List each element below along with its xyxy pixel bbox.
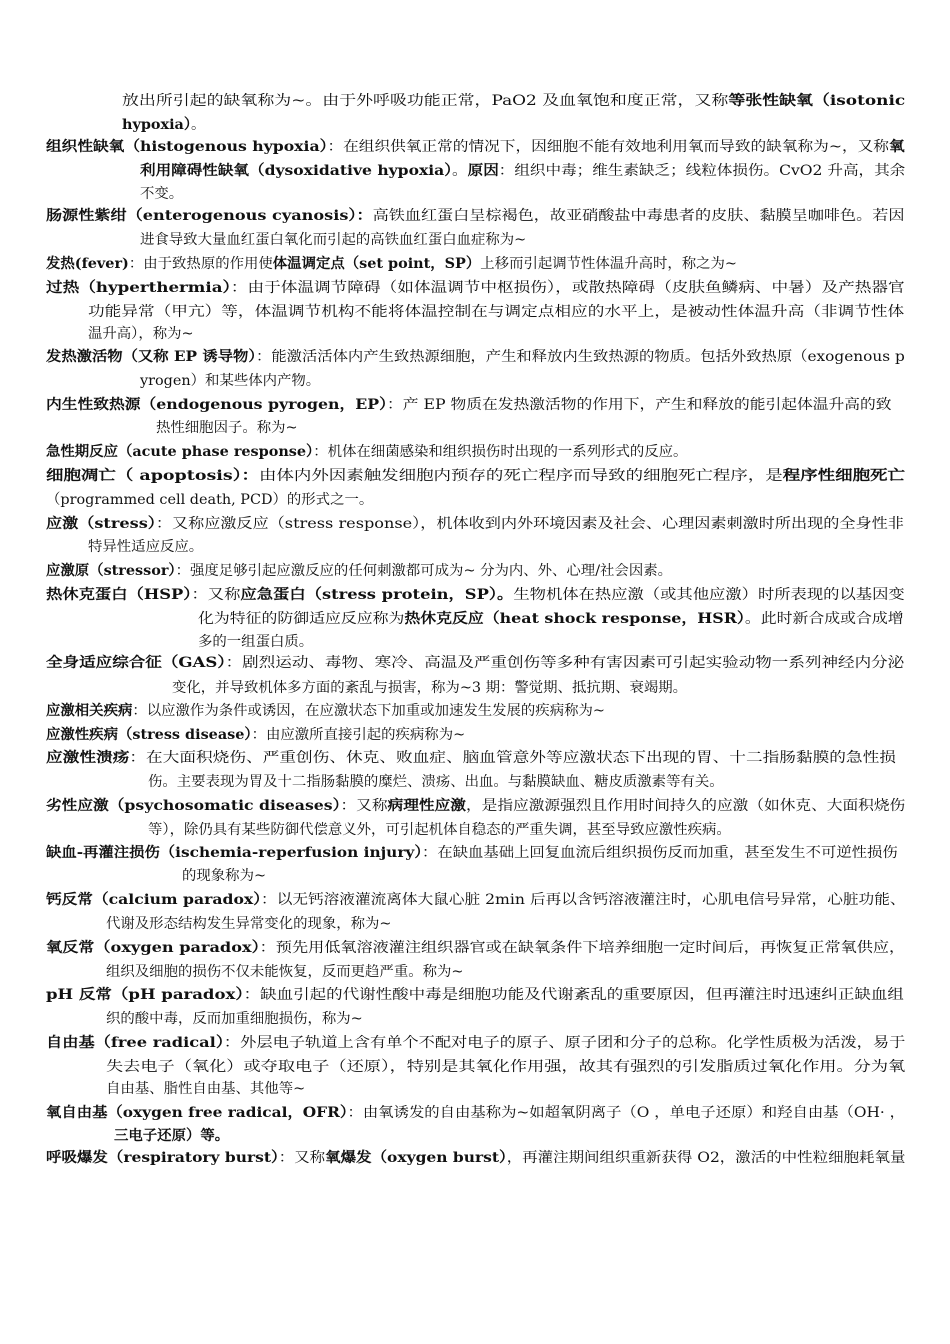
- text-run: ：在缺血基础上回复血流后组织损伤反而加重，甚至发生不可逆性损伤: [421, 845, 898, 861]
- text-run: 等），除仍具有某些防御代偿意义外，可引起机体自稳态的严重失调，甚至导致应激性疾病。: [148, 822, 731, 838]
- text-run: 高铁血红蛋白呈棕褐色，故亚硝酸盐中毒患者的皮肤、黏膜呈咖啡色。若因: [372, 208, 905, 224]
- bold-term: 缺血-再灌注损伤（ischemia-reperfusion injury）: [46, 844, 422, 861]
- text-line: [88, 536, 203, 558]
- text-run: 多的一组蛋白质。: [198, 634, 314, 650]
- text-run: 化为特征的防御适应反应称为: [198, 611, 405, 627]
- text-run: 温升高），称为~: [88, 326, 194, 342]
- text-run: ：由于体温调节障碍（如体温调节中枢损伤），或散热障碍（皮肤鱼鳞病、中暑）及产热器官: [230, 280, 905, 296]
- text-line: [46, 441, 687, 463]
- text-line: [46, 842, 898, 864]
- text-run: 的现象称为~: [182, 868, 267, 884]
- text-run: ：机体在细菌感染和组织损伤时出现的一系列形式的反应。: [313, 444, 688, 460]
- text-line: [140, 229, 526, 251]
- text-run: ：又称: [340, 798, 388, 814]
- bold-term: 体温调定点（set point，SP）: [272, 255, 481, 272]
- bold-term: 内生性致热源（endogenous pyrogen，EP）: [46, 396, 387, 413]
- text-run: ：由氧诱发的自由基称为~如超氧阴离子（O ，单电子还原）和羟自由基（OH· ，: [347, 1105, 906, 1121]
- text-run: 生物机体在热应激（或其他应激）时所表现的以基因变: [513, 587, 905, 603]
- text-line: [148, 819, 731, 841]
- text-run: 组织及细胞的损伤不仅未能恢复，反而更趋严重。称为~: [106, 964, 464, 980]
- text-line: [46, 489, 373, 511]
- text-line: [46, 394, 892, 416]
- bold-term: 肠源性紫绀（enterogenous cyanosis）：: [46, 207, 373, 224]
- text-line: [46, 253, 737, 275]
- text-run: ：预先用低氧溶液灌注组织器官或在缺氧条件下培养细胞一定时间后，再恢复正常氧供应，: [259, 940, 906, 956]
- bold-term: pH 反常（pH paradox）: [46, 986, 244, 1003]
- text-run: ：以无钙溶液灌流离体大鼠心脏 2min 后再以含钙溶液灌注时，心肌电信号异常，心脏功能、: [261, 892, 906, 908]
- text-line: [106, 1078, 305, 1100]
- bold-term: 发热(fever): [46, 255, 129, 272]
- text-run: 由体内外因素触发细胞内预存的死亡程序而导致的细胞死亡程序，是: [258, 468, 783, 484]
- text-run: 。此时新合成或合成增: [744, 611, 904, 627]
- text-line: [46, 346, 905, 368]
- bold-term: 等张性缺氧（isotonic: [728, 92, 906, 109]
- bold-term: 呼吸爆发（respiratory burst）: [46, 1149, 279, 1166]
- text-line: [140, 183, 183, 205]
- text-run: ：在组织供氧正常的情况下，因细胞不能有效地利用氧而导致的缺氧称为~，又称: [327, 139, 889, 155]
- text-line: [46, 1147, 905, 1169]
- bold-term: 应激性疾病（stress disease）: [46, 726, 252, 743]
- text-run: 放出所引起的缺氧称为~。由于外呼吸功能正常，PaO2 及血氧饱和度正常，又称: [122, 93, 729, 109]
- text-run: ：缺血引起的代谢性酸中毒是细胞功能及代谢紊乱的重要原因，但再灌注时迅速纠正缺血组: [243, 987, 904, 1003]
- text-run: ：又称: [191, 587, 241, 603]
- text-line: [46, 513, 904, 535]
- text-line: [46, 465, 905, 487]
- text-run: 不变。: [140, 186, 184, 202]
- bold-term: 氧自由基（oxygen free radical，OFR）: [46, 1104, 348, 1121]
- text-line: [148, 771, 724, 793]
- bold-term: 热休克蛋白（HSP）: [46, 586, 192, 603]
- text-run: ：在大面积烧伤、严重创伤、休克、败血症、脑血管意外等应激状态下出现的胃、十二指肠黏膜的急性损: [129, 750, 896, 766]
- text-run: ，再灌注期间组织重新获得 O2，激活的中性粒细胞耗氧量: [506, 1150, 906, 1166]
- text-line: [46, 136, 905, 158]
- text-line: [140, 160, 905, 182]
- text-line: [46, 560, 672, 582]
- text-run: ：能激活活体内产生致热源细胞，产生和释放内生致热源的物质。包括外致热原（exogenous p: [256, 349, 905, 365]
- text-line: [106, 1008, 363, 1030]
- bold-term: 应激（stress）: [46, 515, 156, 532]
- text-run: ：由应激所直接引起的疾病称为~: [251, 727, 466, 743]
- text-line: [106, 961, 463, 983]
- text-run: 特异性适应反应。: [88, 539, 204, 555]
- text-line: [46, 747, 896, 769]
- bold-term: 氧反常（oxygen paradox）: [46, 939, 260, 956]
- text-line: [122, 90, 905, 112]
- bold-term: 自由基（free radical）: [46, 1034, 224, 1051]
- text-line: [46, 1102, 905, 1124]
- bold-term: 程序性细胞死亡: [782, 467, 905, 484]
- text-run: 上移而引起调节性体温升高时，称之为~: [480, 256, 737, 272]
- text-run: ：产 EP 物质在发热激活物的作用下，产生和释放的能引起体温升高的致: [386, 397, 892, 413]
- text-run: ：外层电子轨道上含有单个不配对电子的原子、原子团和分子的总称。化学性质极为活泼，易于: [223, 1035, 906, 1051]
- bold-term: 应激原（stressor）: [46, 562, 176, 579]
- text-run: 变化，并导致机体多方面的紊乱与损害，称为~3 期：警觉期、抵抗期、衰竭期。: [172, 680, 688, 696]
- text-line: [46, 795, 905, 817]
- bold-term: 组织性缺氧（histogenous hypoxia）: [46, 138, 328, 155]
- text-line: [46, 984, 904, 1006]
- bold-term: 三电子还原）等。: [114, 1127, 230, 1144]
- text-line: [46, 277, 905, 299]
- text-run: 自由基、脂性自由基、其他等~: [106, 1081, 306, 1097]
- text-run: 失去电子（氧化）或夺取电子（还原），特别是其氧化作用强，故其有强烈的引发脂质过氧化作用。分为氧: [106, 1059, 906, 1075]
- bold-term: 细胞凋亡（ apoptosis）：: [46, 467, 259, 484]
- text-line: [88, 301, 904, 323]
- text-line: [88, 323, 194, 345]
- bold-term: 氧爆发（oxygen burst）: [325, 1149, 507, 1166]
- text-run: 代谢及形态结构发生异常变化的现象，称为~: [106, 916, 392, 932]
- text-line: [46, 724, 465, 746]
- text-line: [46, 1032, 905, 1054]
- text-line: [46, 584, 905, 606]
- text-run: 伤。主要表现为胃及十二指肠黏膜的糜烂、溃疡、出血。与黏膜缺血、糖皮质激素等有关。: [148, 774, 724, 790]
- text-run: 功能异常（甲亢）等，体温调节机构不能将体温控制在与调定点相应的水平上，是被动性体温升高（非调节性体: [88, 304, 905, 320]
- text-run: yrogen）和某些体内产物。: [140, 373, 321, 389]
- bold-term: 氧: [888, 138, 905, 155]
- bold-term: 原因: [467, 162, 499, 179]
- bold-term: hypoxia）: [122, 116, 192, 133]
- text-line: [46, 205, 905, 227]
- text-run: 。: [191, 117, 206, 133]
- text-run: ：以应激作为条件或诱因，在应激状态下加重或加速发生发展的疾病称为~: [132, 703, 605, 719]
- text-run: 热性细胞因子。称为~: [156, 420, 298, 436]
- text-run: 进食导致大量血红蛋白氧化而引起的高铁血红蛋白血症称为~: [140, 232, 527, 248]
- bold-term: 全身适应综合征（GAS）: [46, 654, 226, 671]
- bold-term: 发热激活物（又称 EP 诱导物）: [46, 348, 257, 365]
- bold-term: 过热（hyperthermia）: [46, 279, 231, 296]
- text-run: ，是指应激源强烈且作用时间持久的应激（如休克、大面积烧伤: [465, 798, 906, 814]
- text-line: [46, 889, 905, 911]
- text-line: [156, 417, 298, 439]
- text-run: ：组织中毒；维生素缺乏；线粒体损伤。CvO2 升高，其余: [498, 163, 906, 179]
- bold-term: 劣性应激（psychosomatic diseases）: [46, 797, 341, 814]
- bold-term: 热休克反应（heat shock response，HSR）: [404, 610, 745, 627]
- text-line: [182, 865, 266, 887]
- text-line: [106, 1056, 905, 1078]
- text-line: [46, 652, 904, 674]
- text-line: [172, 677, 687, 699]
- text-run: ：强度足够引起应激反应的任何刺激都可成为~ 分为内、外、心理/社会因素。: [175, 563, 672, 579]
- text-run: （programmed cell death, PCD）的形式之一。: [46, 492, 374, 508]
- bold-term: 利用障碍性缺氧（dysoxidative hypoxia）: [140, 162, 453, 179]
- text-line: [198, 631, 313, 653]
- text-run: ：又称: [278, 1150, 326, 1166]
- text-line: [122, 114, 205, 136]
- bold-term: 应急蛋白（stress protein，SP）。: [240, 586, 514, 603]
- bold-term: 钙反常（calcium paradox）: [46, 891, 262, 908]
- text-run: ：剧烈运动、毒物、寒冷、高温及严重创伤等多种有害因素可引起实验动物一系列神经内分泌: [225, 655, 905, 671]
- bold-term: 应激相关疾病: [46, 702, 133, 719]
- text-line: [114, 1125, 229, 1147]
- text-run: ：由于致热原的作用使: [128, 256, 273, 272]
- text-line: [140, 370, 320, 392]
- text-line: [198, 608, 904, 630]
- text-run: 。: [452, 163, 468, 179]
- text-run: ：又称应激反应（stress response），机体收到内外环境因素及社会、心理因素刺激时所出现的全身性非: [155, 516, 904, 532]
- bold-term: 急性期反应（acute phase response）: [46, 443, 314, 460]
- text-line: [46, 937, 905, 959]
- text-run: 织的酸中毒，反而加重细胞损伤，称为~: [106, 1011, 363, 1027]
- text-line: [106, 913, 391, 935]
- bold-term: 应激性溃疡: [46, 749, 130, 766]
- bold-term: 病理性应激: [387, 797, 466, 814]
- text-line: [46, 700, 605, 722]
